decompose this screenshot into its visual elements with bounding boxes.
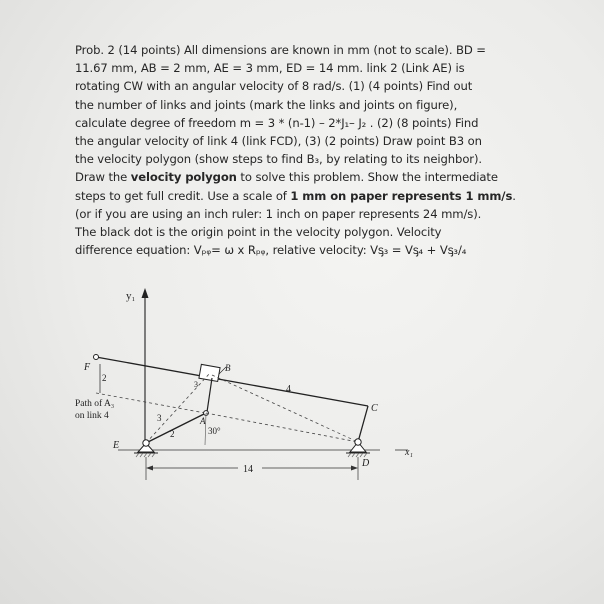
path-label-2: on link 4 xyxy=(75,411,109,421)
link-2 xyxy=(146,413,206,443)
label-E: E xyxy=(113,440,120,451)
label-angle: 30° xyxy=(208,426,221,436)
link-4 xyxy=(96,357,368,406)
problem-line: The black dot is the origin point in the velocity polygon. Velocity xyxy=(75,225,442,240)
problem-text: . xyxy=(512,188,516,203)
path-label-1: Path of A₃ xyxy=(75,399,115,409)
joint-F xyxy=(94,355,99,360)
link-3 xyxy=(207,378,212,412)
y1-label: y₁ xyxy=(126,290,136,302)
joint-E xyxy=(143,440,149,446)
problem-line: difference equation: Vₚᵩ= ω x Rₚᵩ, relative velocity: Vᶊ₃ = Vᶊ₄ + Vᶊ₃/₄ xyxy=(75,243,467,258)
problem-text: steps to get full credit. Use a scale of xyxy=(75,188,291,203)
label-link-2: 2 xyxy=(170,429,175,439)
dash-AD xyxy=(206,413,358,442)
bold-velocity-polygon: velocity polygon xyxy=(130,170,237,185)
problem-text: to solve this problem. Show the intermediate xyxy=(236,170,498,185)
dim-2: 2 xyxy=(102,373,107,383)
label-F: F xyxy=(84,362,91,373)
label-B: B xyxy=(225,363,231,373)
label-A: A xyxy=(200,416,206,426)
problem-line: the angular velocity of link 4 (link FCD), (3) (2 points) Draw point B3 on xyxy=(75,134,482,149)
hatch-E xyxy=(136,453,155,457)
label-link-3: 3 xyxy=(157,413,162,423)
problem-line: rotating CW with an angular velocity of 8 rad/s. (1) (4 points) Find out xyxy=(75,79,473,94)
dim-14: 14 xyxy=(243,464,253,475)
label-link-4: 4 xyxy=(286,384,291,395)
problem-line: (or if you are using an inch ruler: 1 inch on paper represents 24 mm/s). xyxy=(75,206,482,221)
link-4-arm xyxy=(358,406,368,442)
dim-14-arrow-right xyxy=(351,466,358,471)
problem-line: Prob. 2 (14 points) All dimensions are known in mm (not to scale). BD = xyxy=(75,43,486,57)
slider-block xyxy=(199,364,220,381)
problem-line: the number of links and joints (mark the links and joints on figure), xyxy=(75,97,458,112)
y-axis-arrow xyxy=(142,288,149,298)
bold-scale: 1 mm on paper represents 1 mm/s xyxy=(290,188,513,203)
dash-BD xyxy=(212,375,358,442)
label-C: C xyxy=(371,403,378,414)
dim-14-arrow-left xyxy=(146,466,153,471)
problem-text: Draw the xyxy=(75,170,131,185)
x1-label: x₁ xyxy=(405,447,413,458)
label-link-3-top: 3 xyxy=(194,380,198,389)
hatch-D xyxy=(348,453,367,457)
joint-D xyxy=(355,439,361,445)
label-D: D xyxy=(362,458,370,469)
dash-EB xyxy=(146,373,210,443)
problem-line: the velocity polygon (show steps to find B₃, by relating to its neighbor). xyxy=(75,152,482,167)
problem-line: calculate degree of freedom m = 3 * (n-1) – 2*J₁– J₂ . (2) (8 points) Find xyxy=(75,115,479,130)
problem-line: 11.67 mm, AB = 2 mm, AE = 3 mm, ED = 14 mm. link 2 (Link AE) is xyxy=(75,61,465,76)
